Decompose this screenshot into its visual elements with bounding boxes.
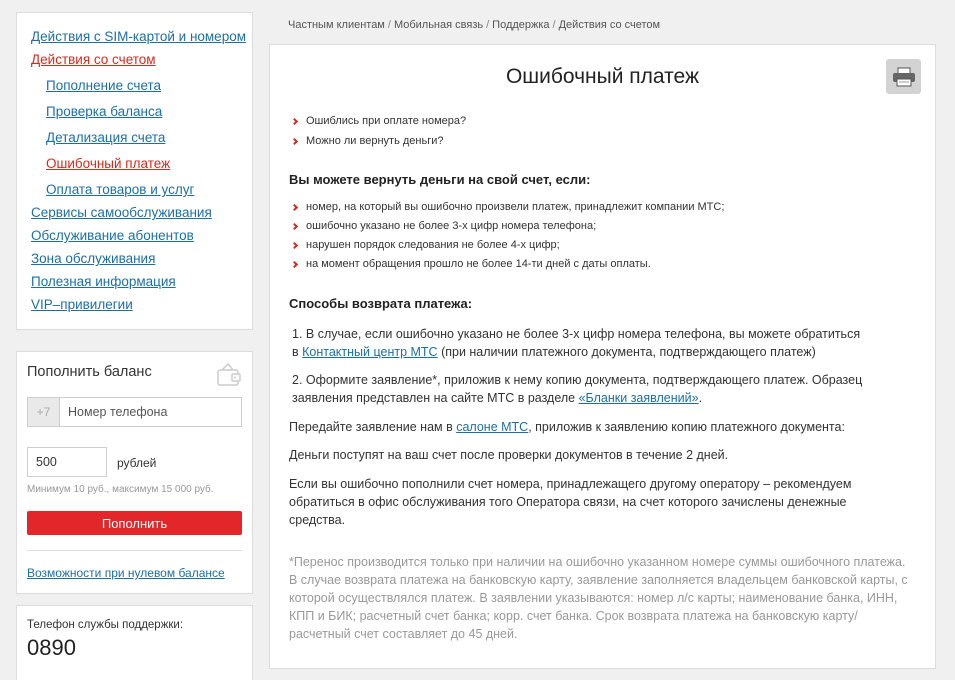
- mts-salon-link[interactable]: салоне МТС: [456, 420, 529, 434]
- phone-input[interactable]: [60, 398, 241, 426]
- topup-button[interactable]: Пополнить: [27, 511, 242, 535]
- breadcrumb-item[interactable]: Поддержка: [492, 19, 550, 31]
- breadcrumb-item[interactable]: Частным клиентам: [288, 19, 385, 31]
- condition-item: нарушен порядок следования не более 4-х цифр;: [292, 239, 560, 251]
- sidebar-item-coverage[interactable]: Зона обслуживания: [31, 251, 156, 266]
- chevron-right-icon: [291, 241, 298, 248]
- sidebar-item-balance-check[interactable]: Проверка баланса: [46, 104, 163, 119]
- forms-link[interactable]: «Бланки заявлений»: [578, 391, 699, 405]
- main-content: [269, 44, 936, 669]
- condition-item: на момент обращения прошло не более 14-ти дней с даты оплаты.: [292, 258, 651, 270]
- phone-prefix: +7: [28, 398, 60, 426]
- page-title: Ошибочный платеж: [505, 65, 700, 88]
- sidebar-item-details[interactable]: Детализация счета: [46, 130, 166, 145]
- currency-label: рублей: [117, 456, 157, 470]
- sidebar-item-useful-info[interactable]: Полезная информация: [31, 274, 176, 289]
- divider: [27, 550, 242, 551]
- breadcrumb-item[interactable]: Мобильная связь: [393, 19, 484, 31]
- chevron-right-icon: [291, 117, 298, 124]
- method-1: 1. В случае, если ошибочно указано не более 3-х цифр номера телефона, вы можете обратиться в Контактный центр МТС (при наличии платежного документа, подтверждающего платеж): [292, 327, 861, 359]
- topup-title: Пополнить баланс: [27, 364, 152, 380]
- sidebar-item-self-service[interactable]: Сервисы самообслуживания: [31, 205, 212, 220]
- sidebar-item-vip[interactable]: VIP–привилегии: [31, 297, 133, 312]
- amount-limits: Минимум 10 руб., максимум 15 000 руб.: [27, 484, 214, 495]
- sidebar-item-wrong-payment[interactable]: Ошибочный платеж: [46, 156, 171, 171]
- breadcrumb-item[interactable]: Действия со счетом: [558, 19, 661, 31]
- condition-item: номер, на который вы ошибочно произвели платеж, принадлежит компании МТС;: [292, 201, 724, 213]
- footnote: *Перенос производится только при наличии на ошибочно указанном номере суммы ошибочного платежа. В случае возврата платежа на банковскую карту, заявление заполняется владельцем банковской карты, с которой осуществлялся платеж. В заявлении указываются: номер л/с карты; наименование банка, ИНН, КПП и БИК; расчетный счет банка; корр. счет банка. Срок возврата платежа на банковскую карту/расчетный счет составляет до 45 дней.: [289, 555, 908, 641]
- print-button[interactable]: [886, 59, 921, 94]
- condition-item: ошибочно указано не более 3-х цифр номера телефона;: [292, 220, 596, 232]
- submit-paragraph: Передайте заявление нам в салоне МТС, приложив к заявлению копию платежного документа:: [289, 420, 845, 434]
- question-item: Ошиблись при оплате номера?: [292, 115, 466, 127]
- contact-center-link[interactable]: Контактный центр МТС: [302, 345, 438, 359]
- topup-widget: [16, 351, 253, 594]
- phone-field: [27, 397, 242, 427]
- amount-input[interactable]: [27, 447, 107, 477]
- sidebar-nav: [16, 12, 253, 330]
- wallet-icon: [214, 360, 244, 390]
- support-box: [16, 605, 253, 680]
- support-phone: 0890: [27, 635, 76, 660]
- zero-balance-link[interactable]: Возможности при нулевом балансе: [27, 566, 225, 580]
- printer-icon: [892, 67, 916, 87]
- breadcrumb: Частным клиентам / Мобильная связь / Поддержка / Действия со счетом: [288, 19, 661, 31]
- chevron-right-icon: [291, 260, 298, 267]
- question-item: Можно ли вернуть деньги?: [292, 135, 443, 147]
- chevron-right-icon: [291, 203, 298, 210]
- methods-heading: Способы возврата платежа:: [289, 296, 473, 311]
- sidebar-item-top-up[interactable]: Пополнение счета: [46, 78, 162, 93]
- sidebar-item-sim-actions[interactable]: Действия с SIM-картой и номером: [31, 29, 246, 44]
- chevron-right-icon: [291, 137, 298, 144]
- sidebar-item-goods-payment[interactable]: Оплата товаров и услуг: [46, 182, 195, 197]
- other-operator-paragraph: Если вы ошибочно пополнили счет номера, принадлежащего другому оператору – рекомендуем обратиться в офис обслуживания того Оператора связи, на счет которого зачислены денежные средства.: [289, 477, 852, 527]
- sidebar-item-account-actions[interactable]: Действия со счетом: [31, 52, 156, 67]
- conditions-heading: Вы можете вернуть деньги на свой счет, если:: [289, 172, 591, 187]
- method-2: 2. Оформите заявление*, приложив к нему копию документа, подтверждающего платеж. Образец заявления представлен на сайте МТС в разделе «Бланки заявлений».: [292, 373, 863, 405]
- arrival-paragraph: Деньги поступят на ваш счет после проверки документов в течение 2 дней.: [289, 448, 729, 462]
- sidebar-item-subscriber-service[interactable]: Обслуживание абонентов: [31, 228, 194, 243]
- chevron-right-icon: [291, 222, 298, 229]
- support-label: Телефон службы поддержки:: [27, 619, 184, 631]
